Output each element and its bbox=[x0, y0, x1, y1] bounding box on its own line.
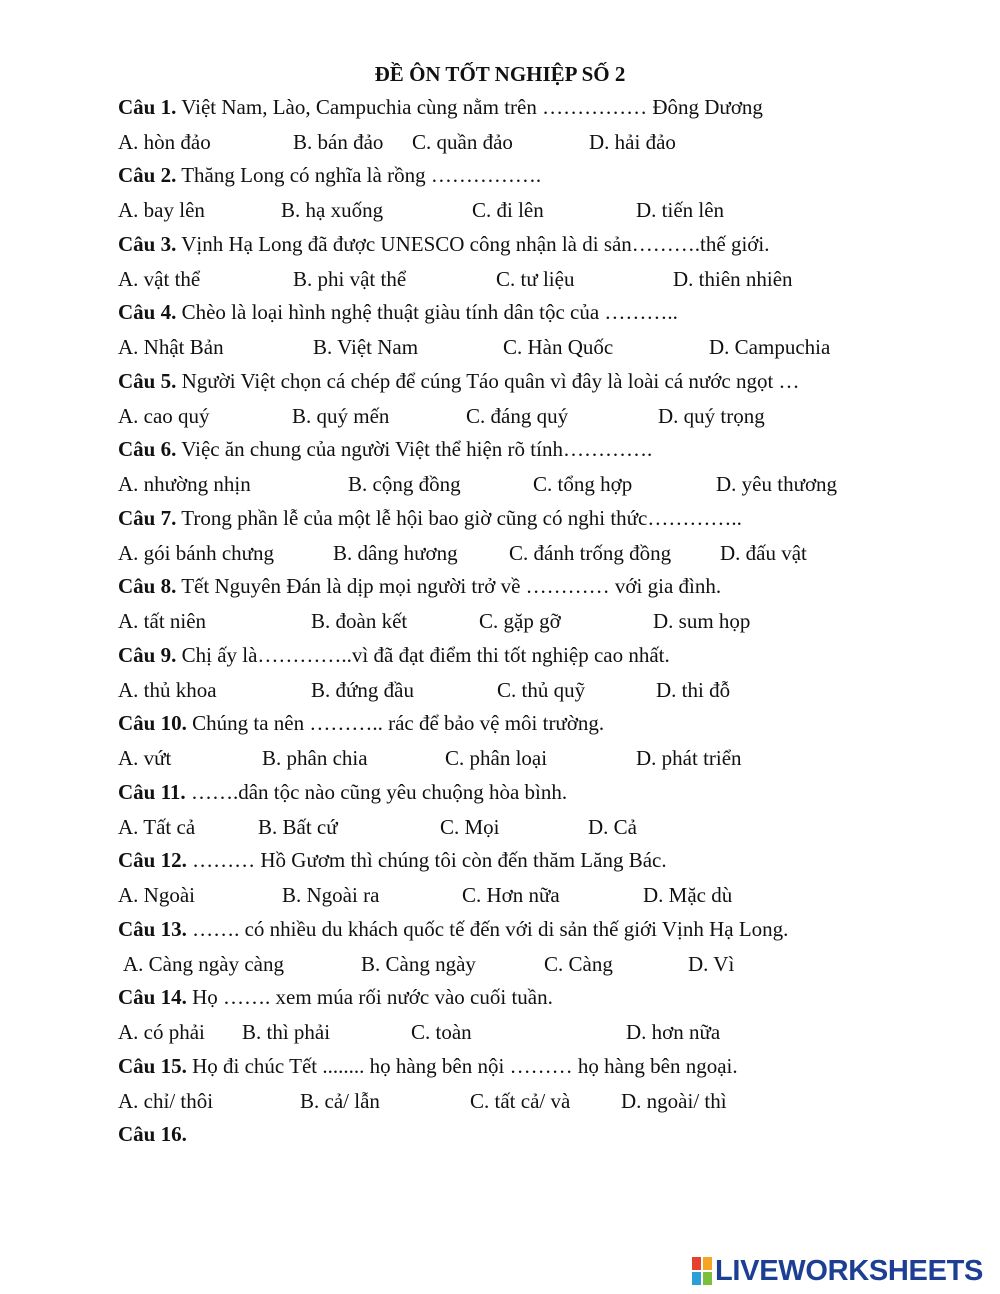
question-10-option-d[interactable]: D. phát triển bbox=[636, 746, 742, 770]
question-13-option-d[interactable]: D. Vì bbox=[688, 952, 735, 976]
question-4-option-c[interactable]: C. Hàn Quốc bbox=[503, 335, 614, 359]
question-text: ……… Hồ Gươm thì chúng tôi còn đến thăm Lăng Bác. bbox=[186, 848, 667, 872]
question-label: Câu 9. bbox=[118, 643, 177, 667]
question-text: Vịnh Hạ Long đã được UNESCO công nhận là di sản……….thế giới. bbox=[176, 232, 770, 256]
question-text: Chị ấy là…………..vì đã đạt điểm thi tốt nghiệp cao nhất. bbox=[176, 643, 670, 667]
question-4-option-b[interactable]: B. Việt Nam bbox=[313, 335, 419, 359]
question-label: Câu 8. bbox=[118, 574, 177, 598]
question-8-option-c[interactable]: C. gặp gỡ bbox=[479, 609, 561, 633]
question-10-option-b[interactable]: B. phân chia bbox=[262, 746, 368, 770]
question-3-option-a[interactable]: A. vật thể bbox=[118, 267, 201, 291]
question-9-option-a[interactable]: A. thủ khoa bbox=[118, 678, 217, 702]
question-label: Câu 7. bbox=[118, 506, 177, 530]
question-14-option-b[interactable]: B. thì phải bbox=[242, 1020, 331, 1044]
question-1-option-a[interactable]: A. hòn đảo bbox=[118, 130, 211, 154]
question-6-option-a[interactable]: A. nhường nhịn bbox=[118, 472, 251, 496]
question-text: Thăng Long có nghĩa là rồng ……………. bbox=[176, 163, 542, 187]
question-12-option-b[interactable]: B. Ngoài ra bbox=[282, 883, 380, 907]
question-label: Câu 2. bbox=[118, 163, 177, 187]
question-label: Câu 4. bbox=[118, 300, 177, 324]
question-label: Câu 15. bbox=[118, 1054, 187, 1078]
question-9-option-b[interactable]: B. đứng đầu bbox=[311, 678, 414, 702]
question-12-option-a[interactable]: A. Ngoài bbox=[118, 883, 195, 907]
question-7 bbox=[118, 506, 742, 531]
question-5-option-d[interactable]: D. quý trọng bbox=[658, 404, 765, 428]
question-3-option-c[interactable]: C. tư liệu bbox=[496, 267, 575, 291]
question-label: Câu 16. bbox=[118, 1122, 187, 1146]
question-1-option-d[interactable]: D. hải đảo bbox=[589, 130, 676, 154]
question-label: Câu 11. bbox=[118, 780, 186, 804]
liveworksheets-logo-icon bbox=[692, 1257, 712, 1285]
question-11-option-a[interactable]: A. Tất cả bbox=[118, 815, 196, 839]
question-label: Câu 3. bbox=[118, 232, 177, 256]
question-7-option-c[interactable]: C. đánh trống đồng bbox=[509, 541, 672, 565]
question-text: Tết Nguyên Đán là dịp mọi người trở về ………… với gia đình. bbox=[176, 574, 722, 598]
question-10-option-c[interactable]: C. phân loại bbox=[445, 746, 548, 770]
logo-square-orange bbox=[703, 1257, 712, 1270]
logo-square-blue bbox=[692, 1272, 701, 1285]
question-8-option-b[interactable]: B. đoàn kết bbox=[311, 609, 408, 633]
question-1-option-c[interactable]: C. quần đảo bbox=[412, 130, 513, 154]
question-14-option-d[interactable]: D. hơn nữa bbox=[626, 1020, 721, 1044]
question-14-option-c[interactable]: C. toàn bbox=[411, 1020, 472, 1044]
question-6-option-b[interactable]: B. cộng đồng bbox=[348, 472, 461, 496]
question-15-option-d[interactable]: D. ngoài/ thì bbox=[621, 1089, 727, 1113]
question-3-option-d[interactable]: D. thiên nhiên bbox=[673, 267, 793, 291]
question-4-option-d[interactable]: D. Campuchia bbox=[709, 335, 831, 359]
question-label: Câu 6. bbox=[118, 437, 177, 461]
question-2 bbox=[118, 163, 541, 188]
question-7-option-b[interactable]: B. dâng hương bbox=[333, 541, 458, 565]
question-12-option-d[interactable]: D. Mặc dù bbox=[643, 883, 733, 907]
question-text: Việt Nam, Lào, Campuchia cùng nằm trên …………… Đông Dương bbox=[176, 95, 763, 119]
question-9-option-c[interactable]: C. thủ quỹ bbox=[497, 678, 586, 702]
question-10 bbox=[118, 711, 604, 736]
question-11 bbox=[118, 780, 567, 805]
question-label: Câu 10. bbox=[118, 711, 187, 735]
question-13-option-c[interactable]: C. Càng bbox=[544, 952, 613, 976]
question-13 bbox=[118, 917, 788, 942]
question-5-option-a[interactable]: A. cao quý bbox=[118, 404, 210, 428]
question-text: ……. có nhiều du khách quốc tế đến với di sản thế giới Vịnh Hạ Long. bbox=[186, 917, 789, 941]
question-text: Họ đi chúc Tết ........ họ hàng bên nội ……… họ hàng bên ngoại. bbox=[186, 1054, 738, 1078]
question-14-option-a[interactable]: A. có phải bbox=[118, 1020, 205, 1044]
question-text: Họ ……. xem múa rối nước vào cuối tuần. bbox=[186, 985, 553, 1009]
question-2-option-b[interactable]: B. hạ xuống bbox=[281, 198, 384, 222]
question-15-option-b[interactable]: B. cả/ lẫn bbox=[300, 1089, 380, 1113]
question-text: Người Việt chọn cá chép để cúng Táo quân vì đây là loài cá nước ngọt … bbox=[176, 369, 800, 393]
question-label: Câu 13. bbox=[118, 917, 187, 941]
question-16 bbox=[118, 1122, 187, 1147]
question-9-option-d[interactable]: D. thi đỗ bbox=[656, 678, 731, 702]
question-1-option-b[interactable]: B. bán đảo bbox=[293, 130, 384, 154]
question-4-option-a[interactable]: A. Nhật Bản bbox=[118, 335, 224, 359]
logo-square-green bbox=[703, 1272, 712, 1285]
question-11-option-c[interactable]: C. Mọi bbox=[440, 815, 500, 839]
question-8-option-a[interactable]: A. tất niên bbox=[118, 609, 207, 633]
question-label: Câu 1. bbox=[118, 95, 177, 119]
question-label: Câu 12. bbox=[118, 848, 187, 872]
question-5 bbox=[118, 369, 800, 394]
question-7-option-a[interactable]: A. gói bánh chưng bbox=[118, 541, 275, 565]
question-text: Chúng ta nên ……….. rác để bảo vệ môi trường. bbox=[186, 711, 605, 735]
question-2-option-c[interactable]: C. đi lên bbox=[472, 198, 544, 222]
page-title: ĐỀ ÔN TỐT NGHIỆP SỐ 2 bbox=[374, 62, 626, 86]
question-3 bbox=[118, 232, 770, 257]
question-9 bbox=[118, 643, 670, 668]
question-6-option-d[interactable]: D. yêu thương bbox=[716, 472, 838, 496]
question-7-option-d[interactable]: D. đấu vật bbox=[720, 541, 807, 565]
question-12 bbox=[118, 848, 667, 873]
question-8 bbox=[118, 574, 721, 599]
question-text: Chèo là loại hình nghệ thuật giàu tính dân tộc của ……….. bbox=[176, 300, 678, 324]
question-8-option-d[interactable]: D. sum họp bbox=[653, 609, 751, 633]
question-4 bbox=[118, 300, 678, 325]
question-5-option-b[interactable]: B. quý mến bbox=[292, 404, 390, 428]
question-6 bbox=[118, 437, 652, 462]
question-3-option-b[interactable]: B. phi vật thể bbox=[293, 267, 407, 291]
logo-square-red bbox=[692, 1257, 701, 1270]
question-2-option-d[interactable]: D. tiến lên bbox=[636, 198, 725, 222]
question-6-option-c[interactable]: C. tổng hợp bbox=[533, 472, 633, 496]
question-14 bbox=[118, 985, 553, 1010]
question-15 bbox=[118, 1054, 738, 1079]
question-11-option-b[interactable]: B. Bất cứ bbox=[258, 815, 338, 839]
question-text: …….dân tộc nào cũng yêu chuộng hòa bình. bbox=[185, 780, 568, 804]
question-12-option-c[interactable]: C. Hơn nữa bbox=[462, 883, 560, 907]
question-1 bbox=[118, 95, 763, 120]
question-label: Câu 5. bbox=[118, 369, 177, 393]
logo-text: LIVEWORKSHEETS bbox=[715, 1254, 984, 1287]
question-text: Trong phần lễ của một lễ hội bao giờ cũng có nghi thức………….. bbox=[176, 506, 742, 530]
question-13-option-b[interactable]: B. Càng ngày bbox=[361, 952, 476, 976]
question-11-option-d[interactable]: D. Cả bbox=[588, 815, 637, 839]
liveworksheets-logo[interactable] bbox=[692, 1256, 983, 1286]
question-10-option-a[interactable]: A. vứt bbox=[118, 746, 172, 770]
question-5-option-c[interactable]: C. đáng quý bbox=[466, 404, 569, 428]
question-15-option-c[interactable]: C. tất cả/ và bbox=[470, 1089, 571, 1113]
question-text: Việc ăn chung của người Việt thể hiện rõ tính…………. bbox=[176, 437, 653, 461]
question-2-option-a[interactable]: A. bay lên bbox=[118, 198, 205, 222]
question-15-option-a[interactable]: A. chỉ/ thôi bbox=[118, 1089, 214, 1113]
question-13-option-a[interactable]: A. Càng ngày càng bbox=[123, 952, 284, 976]
question-label: Câu 14. bbox=[118, 985, 187, 1009]
